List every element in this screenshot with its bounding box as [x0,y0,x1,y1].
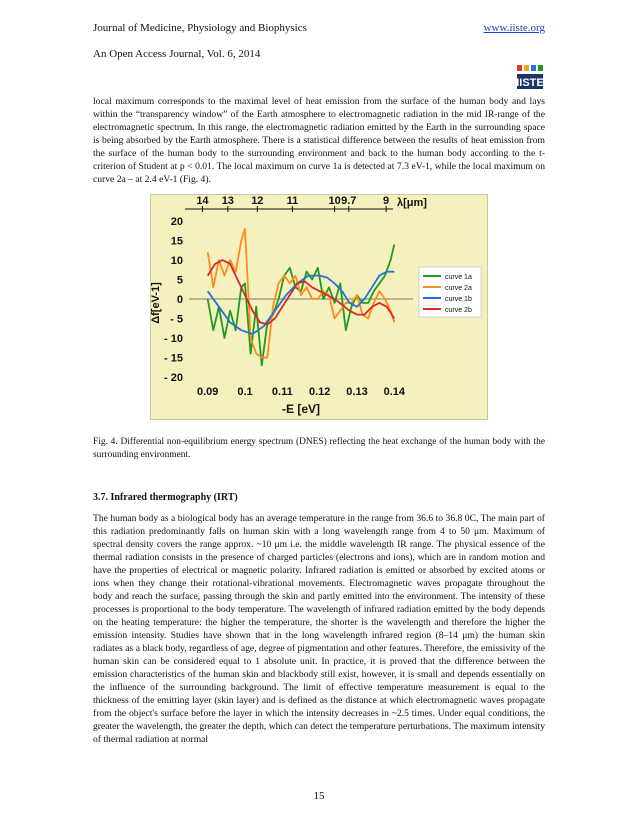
x-tick-label: 0.12 [308,386,331,398]
y-tick-label: 10 [170,255,183,267]
journal-subtitle: An Open Access Journal, Vol. 6, 2014 [93,48,261,60]
y-tick-label: 20 [170,216,183,228]
top-tick-label: 9.7 [341,195,357,207]
x-tick-label: 0.1 [237,386,253,398]
top-tick-label: 9 [383,195,390,207]
paragraph-results: local maximum corresponds to the maximal level of heat emission from the surface of the human body and lays within the “transparency window” of the Earth atmosphere to electromagnetic radiation in the mid IR-range of the electromagnetic spectrum. In this range, the electromagnetic radiation emitted by the Earth in the surrounding space is being absorbed by the Earth atmosphere. There is a statistical difference between the results of heat emission from the surface of the human body to the surrounding environment and back to the human body according to the t-criterion of Student at p < 0.01. The local maximum on curve 1a is detected at 7.3 eV-1, while the local maximum on curve 2a – at 2.4 eV-1 (Fig. 4). [93,96,545,185]
top-tick-label: 12 [251,195,264,207]
y-tick-label: 15 [170,235,183,248]
x-axis-title: -E [eV] [281,402,321,416]
figure-4 [150,194,488,420]
y-tick-label: - 15 [164,352,183,365]
legend-label: curve 2b [445,307,472,314]
journal-title: Journal of Medicine, Physiology and Biophysics [93,22,307,34]
x-tick-label: 0.11 [271,386,293,398]
y-tick-label: - 5 [170,313,183,326]
y-axis-title: Δf[eV-1] [151,282,162,324]
x-tick-label: 0.14 [383,386,406,398]
svg-text:IISTE: IISTE [516,77,544,89]
figure-caption: Fig. 4. Differential non-equilibrium energy spectrum (DNES) reflecting the heat exchange of the human body with the surrounding environment. [93,437,545,460]
x-tick-label: 0.09 [196,386,219,398]
top-axis-title: λ[μm] [397,197,427,209]
top-tick-label: 13 [221,195,234,207]
y-tick-label: 5 [176,274,183,287]
journal-website-link[interactable]: www.iiste.org [483,22,545,34]
y-tick-label: - 10 [164,333,183,345]
iiste-logo [515,63,545,91]
page-number: 15 [313,790,325,802]
y-tick-label: 0 [176,294,183,306]
top-tick-label: 10 [328,195,341,207]
top-tick-label: 14 [196,195,209,207]
section-heading: 3.7. Infrared thermography (IRT) [93,492,238,503]
legend-label: curve 1b [445,296,472,303]
series-line-curve-1a [208,244,395,365]
top-tick-label: 11 [286,195,299,207]
x-tick-label: 0.13 [346,386,368,398]
legend-label: curve 2a [445,285,472,292]
paragraph-irt: The human body as a biological body has an average temperature in the range from 36.6 to 36.8 0C, The main part of this radiation predominantly falls on human skin with a long wavelength range from 4 to 50 μm. Maximum of spectral density covers the range approx. ~10 μm i.e. the middle wavelength IR range. The physical essence of the thermal radiation consists in the presence of charged particles (electrons and ions), which are in random motion and have the properties of electrical or magnetic polarity. Infrared radiation is emitted or absorbed by excited atoms or ions when they change their rotational-vibrational movements. Electromagnetic waves propagate throughout the body and reach the surface, passing through the skin and partly emitted into the environment. The intensity of these processes is proportional to the body temperature. The wavelength of infrared radiation emitted by the body depends on the heating temperature: the higher the temperature, the shorter is the wavelength and therefore the higher the emission intensity. Studies have shown that in the long wavelength infrared region (8–14 μm) the human skin radiates as a black body, regardless of age, degree of pigmentation and other features. Therefore, the emissivity of the human skin can be considered equal to 1 absolute unit. In practice, it is proved that the difference between the emission characteristics of the human skin and blackbody still exist, however, it is small and depends essentially on the influence of the surrounding background. The limit of effective temperature measurement is equal to the thickness of the emitting layer (skin layer) and is defined as the distance at which electromagnetic waves propagate from the object's surface before the layer in which the intensity decreases in ~2.5 times. Under equal conditions, the greater the wavelength, the greater the depth, which can detect the temperature perturbations. The maximum intensity of thermal radiation at normal [93,513,545,745]
dnes-chart [151,195,487,419]
legend-label: curve 1a [445,274,472,281]
series-line-curve-2a [208,229,395,358]
y-tick-label: - 20 [164,372,183,384]
